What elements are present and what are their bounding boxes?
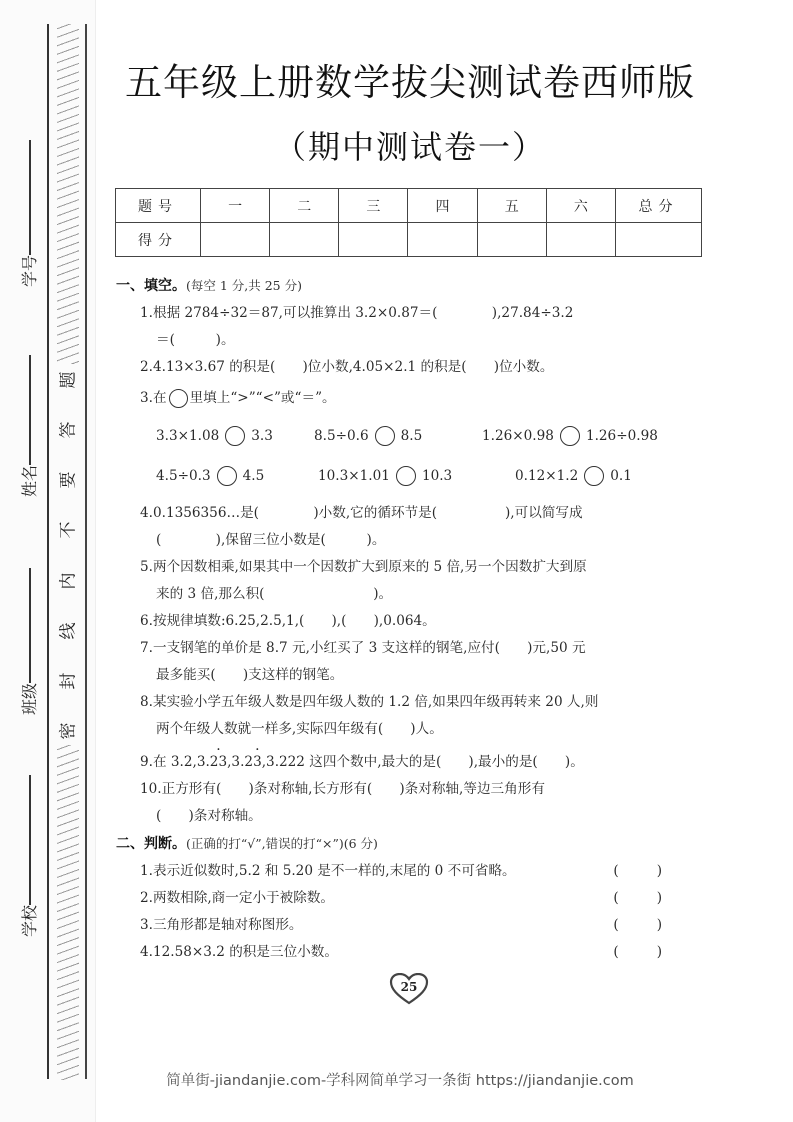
compare-left: 10.3×1.01 <box>318 468 390 484</box>
class-label: 班级 <box>20 682 40 716</box>
question-2: 2.4.13×3.67 的积是( )位小数,4.05×2.1 的积是( )位小数。 <box>140 359 554 375</box>
seal-char: 封 <box>58 672 78 690</box>
judge-text: 3.三角形都是轴对称图形。 <box>140 917 303 933</box>
column-header: 三 <box>339 189 408 223</box>
page-subtitle: （期中测试卷一） <box>273 128 546 166</box>
section-2-heading <box>116 830 706 858</box>
exam-content <box>116 272 706 966</box>
question-7-cont: 最多能买( )支这样的钢笔。 <box>156 667 344 683</box>
question-3-suffix: 里填上“>”“<”或“＝”。 <box>189 390 336 406</box>
column-header: 五 <box>477 189 546 223</box>
class-blank-line[interactable] <box>29 568 31 683</box>
score-table-header-row <box>116 189 702 223</box>
compare-left: 0.12×1.2 <box>515 468 579 484</box>
score-cell[interactable] <box>339 223 408 257</box>
school-label: 学校 <box>20 904 40 938</box>
question-7: 7.一支钢笔的单价是 8.7 元,小红买了 3 支这样的钢笔,应付( )元,50 元 <box>140 640 586 656</box>
compare-item <box>318 456 515 496</box>
answer-blank[interactable]: () <box>613 944 700 960</box>
seal-char: 不 <box>58 521 78 539</box>
answer-blank[interactable]: () <box>613 917 700 933</box>
judge-item-1 <box>116 858 706 885</box>
judge-text: 1.表示近似数时,5.2 和 5.20 是不一样的,末尾的 0 不可省略。 <box>140 863 516 879</box>
column-header: 六 <box>546 189 615 223</box>
compare-row-1 <box>116 416 706 456</box>
class-field[interactable] <box>20 568 40 715</box>
compare-item <box>156 456 318 496</box>
school-field[interactable] <box>20 775 40 937</box>
question-8: 8.某实验小学五年级人数是四年级人数的 1.2 倍,如果四年级再转来 20 人,则 <box>140 694 599 710</box>
hatch-pattern-top <box>57 24 79 364</box>
section-1-note: (每空 1 分,共 25 分) <box>186 278 302 293</box>
compare-right: 3.3 <box>251 428 273 444</box>
compare-right: 4.5 <box>242 468 265 484</box>
question-5-cont: 来的 3 倍,那么积( )。 <box>156 586 393 602</box>
question-1-cont: ＝( )。 <box>156 332 235 348</box>
hatch-pattern-bottom <box>57 745 79 1080</box>
compare-left: 4.5÷0.3 <box>156 468 211 484</box>
question-10-cont: ( )条对称轴。 <box>156 808 262 824</box>
circle-icon <box>169 389 188 408</box>
question-6: 6.按规律填数:6.25,2.5,1,( ),( ),0.064。 <box>140 613 436 629</box>
compare-item <box>156 416 314 456</box>
question-3 <box>116 385 706 412</box>
student-id-label: 学号 <box>20 254 40 288</box>
judge-item-3 <box>116 912 706 939</box>
repeating-digits-2: · 3 <box>253 749 262 776</box>
name-label: 姓名 <box>20 464 40 498</box>
section-2-title: 二、判断。 <box>116 836 186 852</box>
score-table <box>115 188 702 257</box>
question-3-prefix: 3.在 <box>140 390 167 406</box>
school-blank-line[interactable] <box>29 775 31 905</box>
compare-right: 10.3 <box>421 468 453 484</box>
judge-item-2 <box>116 885 706 912</box>
score-cell[interactable] <box>270 223 339 257</box>
seal-line-notice <box>56 368 80 743</box>
compare-item <box>482 416 658 456</box>
compare-row-2 <box>116 456 706 496</box>
score-label: 得分 <box>116 223 201 257</box>
answer-blank[interactable]: () <box>613 863 700 879</box>
answer-circle[interactable] <box>560 426 580 446</box>
page-number: 25 <box>400 980 418 994</box>
question-9-prefix: 9.在 3.2,3. <box>140 754 210 770</box>
compare-item <box>314 416 482 456</box>
section-2-note: (正确的打“√”,错误的打“×”)(6 分) <box>186 836 378 851</box>
compare-right: 0.1 <box>610 468 632 484</box>
compare-item <box>515 456 632 496</box>
seal-char: 内 <box>58 572 78 590</box>
question-number-label: 题号 <box>116 189 201 223</box>
seal-char: 线 <box>58 622 78 640</box>
seal-char: 要 <box>58 471 78 489</box>
footer-watermark: 简单街-jiandanjie.com-学科网简单学习一条街 https://jiandanjie.com <box>166 1073 634 1089</box>
page-title: 五年级上册数学拔尖测试卷西师版 <box>125 61 695 104</box>
score-table-score-row <box>116 223 702 257</box>
answer-circle[interactable] <box>225 426 245 446</box>
answer-blank[interactable]: () <box>613 890 700 906</box>
question-1: 1.根据 2784÷32＝87,可以推算出 3.2×0.87＝( ),27.84÷3.2 <box>140 305 574 321</box>
seal-char: 答 <box>58 421 78 439</box>
judge-text: 4.12.58×3.2 的积是三位小数。 <box>140 944 338 960</box>
column-header: 二 <box>270 189 339 223</box>
compare-right: 8.5 <box>400 428 423 444</box>
section-1-heading <box>116 272 706 300</box>
score-cell[interactable] <box>546 223 615 257</box>
answer-circle[interactable] <box>217 466 237 486</box>
column-header: 四 <box>408 189 477 223</box>
student-id-blank-line[interactable] <box>29 140 31 255</box>
seal-char: 密 <box>58 722 78 740</box>
compare-right: 1.26÷0.98 <box>585 428 658 444</box>
question-4-cont: ( ),保留三位小数是( )。 <box>156 532 386 548</box>
compare-left: 3.3×1.08 <box>156 428 220 444</box>
score-cell[interactable] <box>408 223 477 257</box>
question-4: 4.0.1356356…是( )小数,它的循环节是( ),可以简写成 <box>140 505 583 521</box>
name-blank-line[interactable] <box>29 355 31 465</box>
answer-circle[interactable] <box>584 466 604 486</box>
student-id-field[interactable] <box>20 140 40 287</box>
binding-line-right <box>85 24 87 1079</box>
question-9-suffix: ,3.222 这四个数中,最大的是( ),最小的是( )。 <box>261 754 584 770</box>
name-field[interactable] <box>20 355 40 497</box>
section-1-title: 一、填空。 <box>116 278 186 294</box>
answer-circle[interactable] <box>375 426 395 446</box>
score-cell[interactable] <box>201 223 270 257</box>
compare-left: 8.5÷0.6 <box>314 428 369 444</box>
question-9 <box>116 749 706 776</box>
question-8-cont: 两个年级人数就一样多,实际四年级有( )人。 <box>156 721 443 737</box>
question-9-mid: ,3.2 <box>227 754 254 770</box>
score-cell[interactable] <box>477 223 546 257</box>
judge-item-4 <box>116 939 706 966</box>
compare-left: 1.26×0.98 <box>482 428 554 444</box>
repeating-digits-1: · 23 <box>210 749 227 776</box>
judge-text: 2.两数相除,商一定小于被除数。 <box>140 890 335 906</box>
binding-line-left <box>47 24 49 1079</box>
total-score-cell[interactable] <box>616 223 702 257</box>
column-header: 一 <box>201 189 270 223</box>
answer-circle[interactable] <box>396 466 416 486</box>
question-5: 5.两个因数相乘,如果其中一个因数扩大到原来的 5 倍,另一个因数扩大到原 <box>140 559 587 575</box>
page-number-badge <box>389 973 429 1005</box>
question-10: 10.正方形有( )条对称轴,长方形有( )条对称轴,等边三角形有 <box>140 781 545 797</box>
seal-char: 题 <box>58 371 78 389</box>
total-score-label: 总分 <box>616 189 702 223</box>
